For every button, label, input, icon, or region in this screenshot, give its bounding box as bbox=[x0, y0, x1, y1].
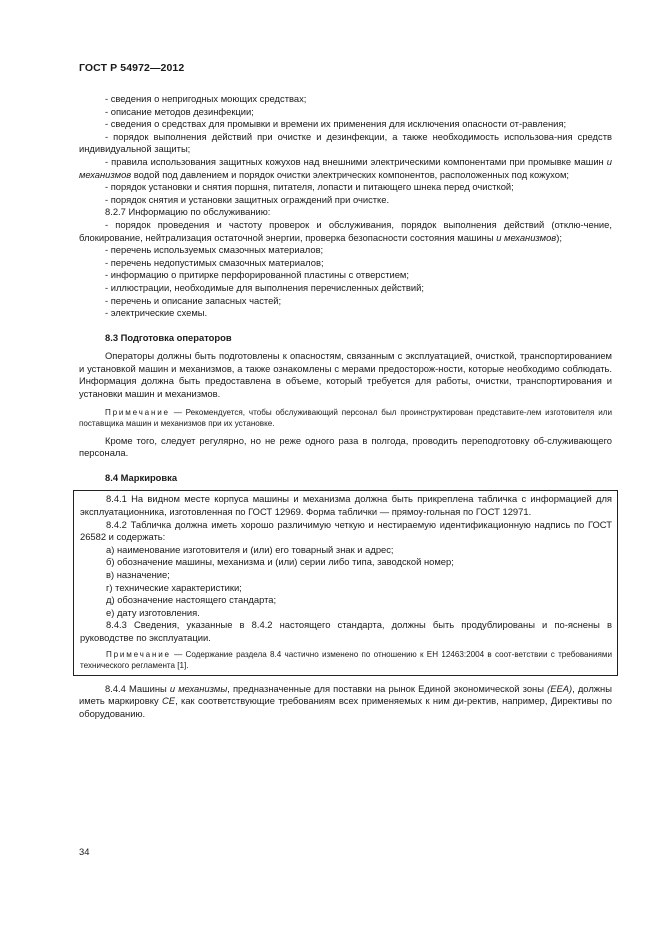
text-run: водой под давлением и порядок очистки электрических компонентов, расположенных под кожухом; bbox=[131, 168, 570, 180]
clause-8-4-2: 8.4.2 Табличка должна иметь хорошо различимую четкую и нестираемую идентификационную надпись по ГОСТ 26582 и содержать: bbox=[80, 518, 612, 543]
list-item: б) обозначение машины, механизма и (или) серии либо типа, заводской номер; bbox=[106, 556, 454, 568]
list-item: - иллюстрации, необходимые для выполнения перечисленных действий; bbox=[105, 281, 424, 293]
paragraph: Операторы должны быть подготовлены к опасностям, связанным с эксплуатацией, очисткой, транспортированием и установкой машин и механизмов, а также ознакомлены с мерами предосторож-ности, которые необходимо соблюдать. Информация должна быть предоставлена в объеме, который требуется для работы, очистки, транспортирования и установки машин и механизмов. bbox=[79, 350, 612, 400]
list-item: д) обозначение настоящего стандарта; bbox=[106, 594, 277, 606]
list-item: - сведения о средствах для промывки и времени их применения для исключения опасности от-равления; bbox=[105, 118, 567, 130]
note-label: Примечание bbox=[105, 407, 170, 417]
list-item: е) дату изготовления. bbox=[106, 606, 200, 618]
list-item: - перечень недопустимых смазочных материалов; bbox=[105, 256, 324, 268]
list-item bbox=[79, 219, 612, 244]
list-item: - описание методов дезинфекции; bbox=[105, 105, 254, 117]
italic-run: и механизмов bbox=[79, 155, 612, 180]
list-item: в) назначение; bbox=[106, 569, 170, 580]
list-item: - порядок установки и снятия поршня, питателя, лопасти и питающего шнека перед очисткой; bbox=[105, 181, 514, 193]
list-item: - сведения о непригодных моющих средствах; bbox=[105, 93, 307, 104]
text-run: , предназначенные для поставки на рынок Единой экономической зоны bbox=[227, 682, 548, 694]
list-item: - перечень и описание запасных частей; bbox=[105, 294, 282, 306]
italic-run: и механизмов bbox=[496, 231, 557, 243]
list-item: - порядок выполнения действий при очистке и дезинфекции, а также необходимость использова-ния средств индивидуальной защиты; bbox=[79, 130, 612, 155]
page-body bbox=[79, 93, 612, 720]
paragraph: Кроме того, следует регулярно, но не реже одного раза в полгода, проводить переподготовку об-служивающего персонала. bbox=[79, 434, 612, 459]
list-item: а) наименование изготовителя и (или) его товарный знак и адрес; bbox=[106, 543, 394, 555]
clause-8-4-4 bbox=[79, 683, 612, 721]
text-run: 8.4.4 Машины bbox=[105, 682, 170, 694]
text-run: ); bbox=[556, 231, 562, 243]
note-text: — Содержание раздела 8.4 частично изменено по отношению к ЕН 12463:2004 в соот-ветствии с требованиями технического регламента [1]. bbox=[80, 649, 612, 670]
page-number: 34 bbox=[79, 846, 90, 857]
italic-run: (ЕЕА) bbox=[547, 682, 573, 694]
page-header-standard-id: ГОСТ Р 54972—2012 bbox=[79, 62, 185, 74]
section-heading-8-4: 8.4 Маркировка bbox=[105, 471, 178, 483]
text-run: , должны иметь маркировку bbox=[79, 682, 612, 707]
italic-run: СЕ bbox=[162, 695, 176, 707]
note bbox=[80, 649, 612, 671]
framed-change-block bbox=[73, 490, 618, 675]
clause-8-4-1: 8.4.1 На видном месте корпуса машины и механизма должна быть прикреплена табличка с информацией для эксплуатационника, изготовленная по ГОСТ 12969. Форма таблички — прямоу-гольная по ГОСТ 12971. bbox=[80, 493, 612, 518]
note-label: Примечание bbox=[106, 649, 171, 659]
note-text: — Рекомендуется, чтобы обслуживающий персонал был проинструктирован представите-лем изготовителя или поставщика машин и механизмов при их установке. bbox=[79, 407, 612, 428]
text-run: - правила использования защитных кожухов над внешними электрическими компонентами при промывке машин bbox=[105, 155, 607, 167]
list-item: - перечень используемых смазочных материалов; bbox=[105, 244, 324, 256]
italic-run: и механизмы bbox=[169, 682, 228, 694]
list-item: - информацию о притирке перфорированной пластины с отверстием; bbox=[105, 269, 409, 281]
clause-827-lead: 8.2.7 Информацию по обслуживанию: bbox=[105, 206, 271, 218]
list-item bbox=[79, 156, 612, 181]
list-item: - электрические схемы. bbox=[105, 307, 208, 319]
note bbox=[79, 407, 612, 429]
text-run: - порядок проведения и частоту проверок и обслуживания, порядок выполнения действий (отклю-чение, блокирование, нейтрализация остаточной энергии, проверка безопасности состояния машины bbox=[79, 218, 612, 243]
list-item: - порядок снятия и установки защитных ограждений при очистке. bbox=[105, 193, 390, 205]
clause-8-4-3: 8.4.3 Сведения, указанные в 8.4.2 настоящего стандарта, должны быть продублированы и по-яснены в руководстве по эксплуатации. bbox=[80, 619, 612, 643]
list-item: г) технические характеристики; bbox=[106, 581, 242, 593]
text-run: , как соответствующие требованиям всех применяемых к ним ди-ректив, например, Директивы по оборудованию. bbox=[79, 695, 612, 719]
section-heading-8-3: 8.3 Подготовка операторов bbox=[105, 331, 232, 343]
